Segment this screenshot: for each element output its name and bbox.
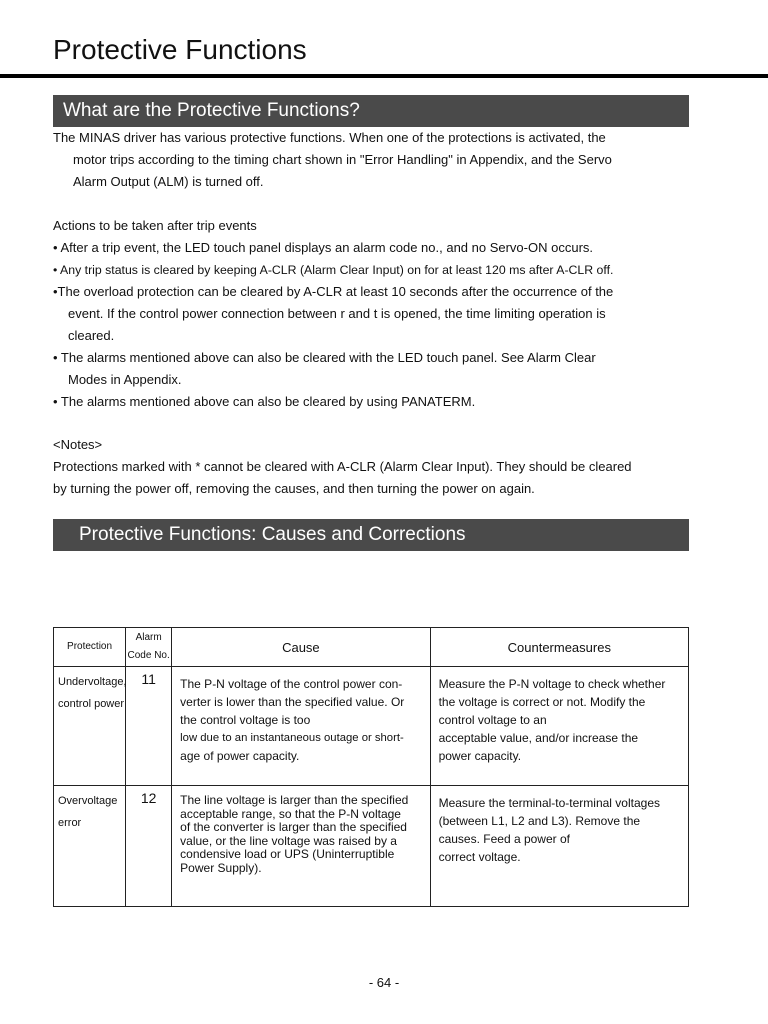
- table-row: [54, 667, 689, 786]
- countermeasure-cell: [430, 786, 688, 907]
- header-alarm-code: [126, 628, 172, 667]
- countermeasure-line: the voltage is correct or not. Modify the: [438, 695, 646, 709]
- protection-line: Overvoltage: [58, 795, 118, 807]
- cause-line: the control voltage is too: [180, 713, 311, 727]
- countermeasure-line: Measure the terminal-to-terminal voltages: [438, 796, 661, 810]
- action-item-continued: event. If the control power connection between r and t is opened, the time limiting operation is: [68, 306, 606, 321]
- header-cause: Cause: [172, 628, 430, 667]
- intro-line: motor trips according to the timing chart shown in "Error Handling" in Appendix, and the Servo: [73, 152, 612, 167]
- table-row: [54, 786, 689, 907]
- cause-cell: [172, 786, 430, 907]
- cause-line: condensive load or UPS (Uninterruptible: [180, 847, 395, 861]
- notes-text: by turning the power off, removing the causes, and then turning the power on again.: [53, 481, 535, 496]
- cause-line: Power Supply).: [180, 860, 262, 875]
- section-heading-causes: Protective Functions: Causes and Corrections: [53, 519, 689, 551]
- cause-line: value, or the line voltage was raised by a: [180, 833, 397, 848]
- cause-line: The line voltage is larger than the specified: [180, 793, 409, 807]
- cause-line: age of power capacity.: [180, 749, 300, 763]
- countermeasure-line: Measure the P-N voltage to check whether: [438, 677, 666, 691]
- cause-line: acceptable range, so that the P-N voltage: [180, 806, 401, 821]
- section-heading-what-are: What are the Protective Functions?: [53, 95, 689, 127]
- countermeasure-line: (between L1, L2 and L3). Remove the: [438, 814, 641, 828]
- cause-cell: [172, 667, 430, 786]
- intro-line: The MINAS driver has various protective functions. When one of the protections is activated, the: [53, 130, 606, 145]
- header-countermeasures: Countermeasures: [430, 628, 688, 667]
- cause-line: verter is lower than the specified value. Or: [180, 695, 405, 709]
- action-item-continued: cleared.: [68, 328, 115, 343]
- action-item: • The alarms mentioned above can also be cleared with the LED touch panel. See Alarm Clear: [53, 350, 596, 365]
- countermeasure-line: control voltage to an: [438, 713, 547, 727]
- page-title: Protective Functions: [53, 34, 307, 65]
- intro-paragraph: [53, 127, 689, 193]
- notes-text: Protections marked with * cannot be cleared with A-CLR (Alarm Clear Input). They should be cleared: [53, 459, 632, 474]
- header-protection: Protection: [54, 628, 126, 667]
- protection-cell: [54, 786, 126, 907]
- cause-line: low due to an instantaneous outage or short-: [180, 732, 404, 744]
- action-item: •The overload protection can be cleared by A-CLR at least 10 seconds after the occurrence of the: [53, 284, 614, 299]
- actions-list: [53, 215, 693, 413]
- intro-line: Alarm Output (ALM) is turned off.: [73, 174, 264, 189]
- notes-heading: <Notes>: [53, 437, 103, 452]
- header-alarm-code-line: Alarm: [135, 632, 162, 643]
- countermeasure-line: power capacity.: [438, 749, 522, 763]
- protection-table: [53, 627, 689, 907]
- countermeasure-line: acceptable value, and/or increase the: [438, 731, 639, 745]
- cause-line: of the converter is larger than the specified: [180, 820, 407, 834]
- alarm-code-cell: 12: [126, 786, 172, 907]
- title-divider: [0, 74, 768, 78]
- notes-block: [53, 434, 693, 500]
- protection-line: control power: [58, 698, 125, 710]
- page-number: - 64 -: [368, 975, 400, 990]
- action-item-continued: Modes in Appendix.: [68, 372, 182, 387]
- cause-line: The P-N voltage of the control power con-: [180, 677, 403, 691]
- header-alarm-code-line: Code No.: [127, 650, 170, 661]
- countermeasure-line: correct voltage.: [438, 850, 521, 864]
- countermeasure-cell: [430, 667, 688, 786]
- table-header-row: [54, 628, 689, 667]
- alarm-code-cell: 11: [126, 667, 172, 786]
- protection-line: Undervoltage,: [58, 676, 127, 688]
- actions-heading: Actions to be taken after trip events: [53, 218, 257, 233]
- protection-line: error: [58, 817, 82, 829]
- action-item: • After a trip event, the LED touch panel displays an alarm code no., and no Servo-ON occurs.: [53, 240, 594, 255]
- action-item: • Any trip status is cleared by keeping A-CLR (Alarm Clear Input) on for at least 120 ms after A-CLR off.: [53, 263, 614, 277]
- protection-cell: [54, 667, 126, 786]
- countermeasure-line: causes. Feed a power of: [438, 832, 570, 846]
- action-item: • The alarms mentioned above can also be cleared by using PANATERM.: [53, 394, 476, 409]
